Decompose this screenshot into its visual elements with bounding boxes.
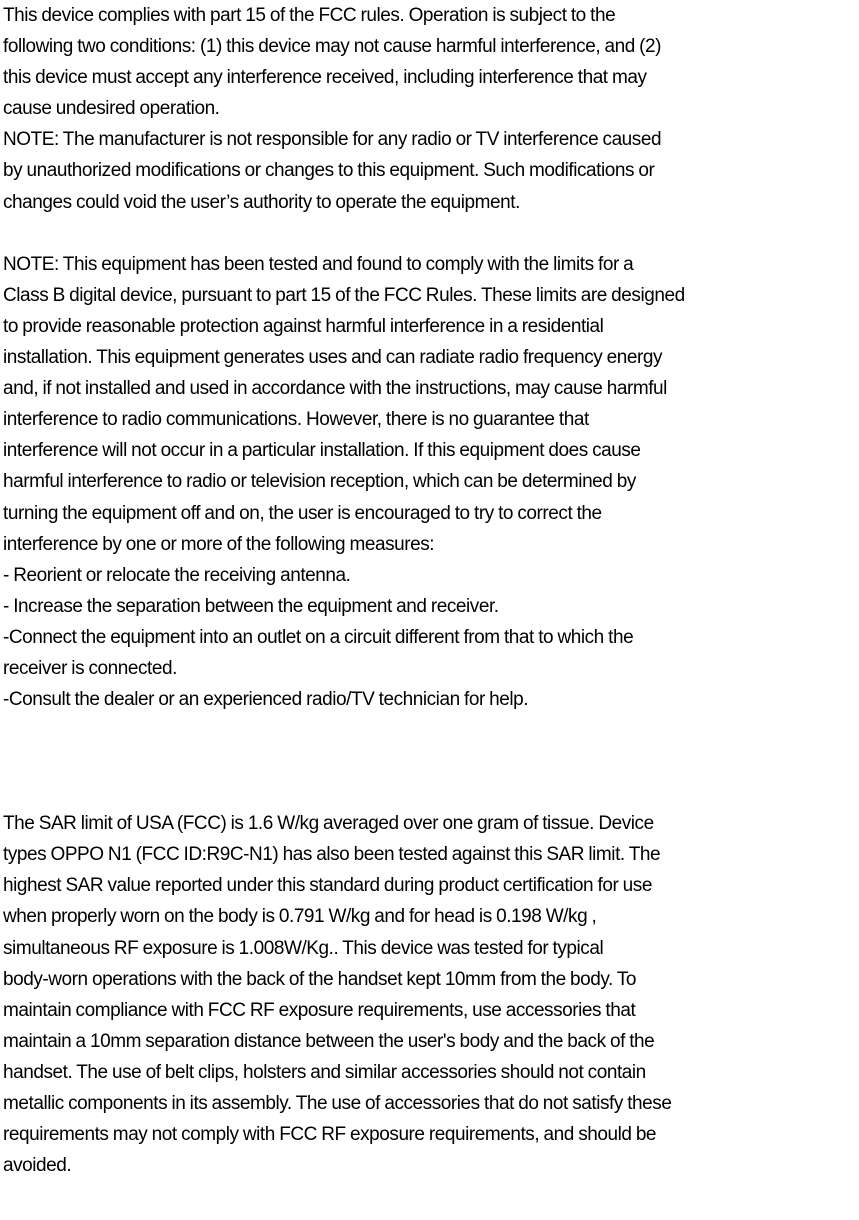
text-line: by unauthorized modifications or changes to this equipment. Such modifications or [3,160,655,182]
text-line: Class B digital device, pursuant to part 15 of the FCC Rules. These limits are designed [3,284,685,306]
text-line: body-worn operations with the back of the handset kept 10mm from the body. To [3,968,637,990]
text-line: maintain a 10mm separation distance between the user's body and the back of the [3,1030,655,1052]
text-line: and, if not installed and used in accordance with the instructions, may cause harmful [3,378,667,400]
text-line: interference to radio communications. However, there is no guarantee that [3,409,589,431]
text-line: simultaneous RF exposure is 1.008W/Kg.. This device was tested for typical [3,937,604,959]
text-line: turning the equipment off and on, the user is encouraged to try to correct the [3,502,602,524]
text-line: harmful interference to radio or television reception, which can be determined by [3,471,636,493]
text-line: this device must accept any interference received, including interference that may [3,67,647,89]
paragraph-spacer [3,715,859,808]
fcc-compliance-statement [3,0,859,218]
text-line: handset. The use of belt clips, holsters and similar accessories should not contain [3,1061,646,1083]
text-line: when properly worn on the body is 0.791 W/kg and for head is 0.198 W/kg , [3,906,597,928]
text-line: highest SAR value reported under this standard during product certification for use [3,875,652,897]
document-page [3,0,859,1181]
corrective-measures-list [3,560,859,715]
text-line: The SAR limit of USA (FCC) is 1.6 W/kg averaged over one gram of tissue. Device [3,813,654,835]
text-line: cause undesired operation. [3,98,220,120]
measure-item: -Connect the equipment into an outlet on a circuit different from that to which the [3,626,634,648]
text-line: maintain compliance with FCC RF exposure requirements, use accessories that [3,999,636,1021]
text-line: avoided. [3,1155,72,1177]
text-line: to provide reasonable protection against harmful interference in a residential [3,315,604,337]
sar-statement [3,808,859,1181]
measure-item: - Increase the separation between the equipment and receiver. [3,595,499,617]
text-line: NOTE: This equipment has been tested and found to comply with the limits for a [3,253,634,275]
text-line: installation. This equipment generates uses and can radiate radio frequency energy [3,347,663,369]
measure-item-continuation: receiver is connected. [3,657,177,679]
text-line: requirements may not comply with FCC RF exposure requirements, and should be [3,1124,657,1146]
measure-item: -Consult the dealer or an experienced radio/TV technician for help. [3,689,529,711]
class-b-device-notice [3,249,859,715]
text-line: interference by one or more of the following measures: [3,533,435,555]
text-line: interference will not occur in a particular installation. If this equipment does cause [3,440,641,462]
paragraph-spacer [3,218,859,249]
text-line: changes could void the user’s authority to operate the equipment. [3,191,520,213]
text-line: This device complies with part 15 of the FCC rules. Operation is subject to the [3,5,616,26]
text-line: types OPPO N1 (FCC ID:R9C-N1) has also been tested against this SAR limit. The [3,844,661,866]
measure-item: - Reorient or relocate the receiving antenna. [3,564,351,586]
text-line: following two conditions: (1) this device may not cause harmful interference, and (2) [3,36,662,58]
text-line: metallic components in its assembly. The use of accessories that do not satisfy these [3,1093,672,1114]
text-line: NOTE: The manufacturer is not responsible for any radio or TV interference caused [3,129,662,151]
